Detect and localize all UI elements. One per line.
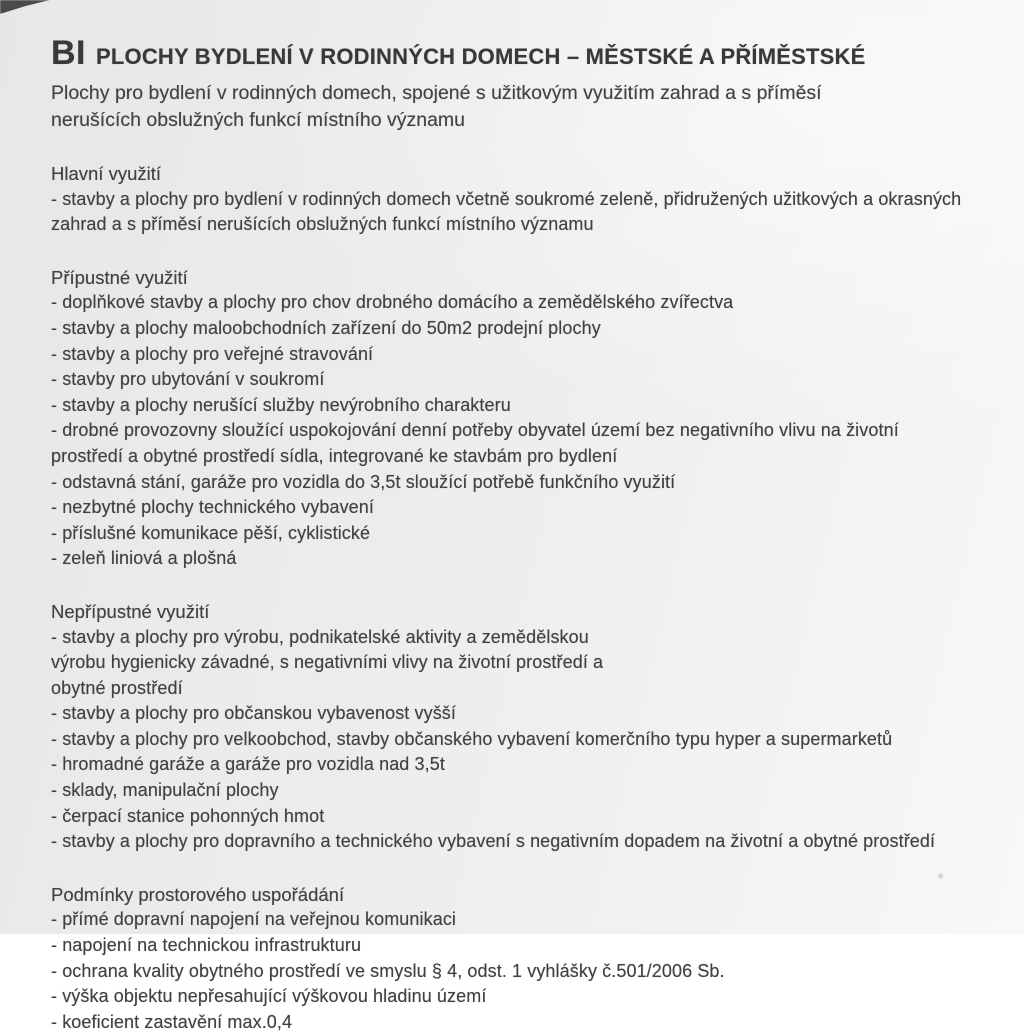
list-line: - příslušné komunikace pěší, cyklistické: [51, 522, 371, 543]
section-podminky-usporadani: [51, 882, 998, 1035]
section-heading: Podmínky prostorového uspořádání: [51, 883, 345, 905]
zone-code: BI: [51, 34, 86, 72]
section-heading: Přípustné využití: [51, 266, 188, 288]
list-line: - stavby a plochy pro výrobu, podnikatelské aktivity a zemědělskou: [51, 626, 589, 647]
list-line: - stavby a plochy pro velkoobchod, stavby občanského vybavení komerčního typu hyper a supermarketů: [51, 728, 893, 749]
zone-title: PLOCHY BYDLENÍ V RODINNÝCH DOMECH – MĚSTSKÉ A PŘÍMĚSTSKÉ: [96, 44, 866, 69]
list-line: - stavby a plochy pro dopravního a technického vybavení s negativním dopadem na životní a obytné prostředí: [51, 831, 936, 852]
list-line: výrobu hygienicky závadné, s negativními vlivy na životní prostředí a: [51, 652, 604, 673]
section-heading: Hlavní využití: [51, 163, 162, 184]
list-line: - stavby a plochy pro bydlení v rodinných domech včetně soukromé zeleně, přidružených užitkových a okrasných: [51, 188, 962, 209]
list-line: - stavby a plochy pro občanskou vybavenost vyšší: [51, 703, 457, 724]
list-line: prostředí a obytné prostředí sídla, integrované ke stavbám pro bydlení: [51, 445, 618, 466]
list-line: - zeleň liniová a plošná: [51, 548, 237, 569]
list-line: - ochrana kvality obytného prostředí ve smyslu § 4, odst. 1 vyhlášky č.501/2006 Sb.: [51, 960, 725, 981]
list-line: - stavby a plochy maloobchodních zařízení do 50m2 prodejní plochy: [51, 317, 601, 338]
page-title: [51, 34, 998, 73]
list-line: - nezbytné plochy technického vybavení: [51, 497, 374, 518]
list-line: - výška objektu nepřesahující výškovou hladinu území: [51, 986, 487, 1007]
section-nepripustne-vyuziti: [51, 599, 998, 855]
list-line: - stavby pro ubytování v soukromí: [51, 369, 325, 390]
list-line: - stavby a plochy pro veřejné stravování: [51, 343, 374, 364]
scan-corner-artifact: [0, 0, 50, 14]
list-line: - doplňkové stavby a plochy pro chov drobného domácího a zemědělského zvířectva: [51, 292, 734, 313]
list-line: - čerpací stanice pohonných hmot: [51, 805, 325, 826]
section-hlavni-vyuziti: [51, 161, 998, 238]
list-line: - odstavná stání, garáže pro vozidla do 3,5t sloužící potřebě funkčního využití: [51, 471, 676, 492]
list-line: - drobné provozovny sloužící uspokojování denní potřeby obyvatel území bez negativního vlivu na životní: [51, 420, 899, 441]
zone-subtitle-line: Plochy pro bydlení v rodinných domech, spojené s užitkovým využitím zahrad a s příměsí: [51, 82, 822, 104]
list-line: - stavby a plochy nerušící služby nevýrobního charakteru: [51, 394, 511, 415]
section-heading: Nepřípustné využití: [51, 600, 210, 622]
list-line: - napojení na technickou infrastrukturu: [51, 935, 362, 956]
section-pripustne-vyuziti: [51, 265, 998, 572]
list-line: zahrad a s příměsí nerušících obslužných funkcí místního významu: [51, 214, 594, 235]
zone-subtitle-line: nerušících obslužných funkcí místního významu: [51, 109, 466, 131]
document-content: [51, 34, 998, 1035]
list-line: - hromadné garáže a garáže pro vozidla nad 3,5t: [51, 754, 445, 775]
list-line: - sklady, manipulační plochy: [51, 780, 279, 801]
zone-subtitle: [51, 80, 998, 134]
list-line: - přímé dopravní napojení na veřejnou komunikaci: [51, 909, 457, 930]
list-line: obytné prostředí: [51, 677, 183, 698]
list-line: - koeficient zastavění max.0,4: [51, 1011, 293, 1032]
